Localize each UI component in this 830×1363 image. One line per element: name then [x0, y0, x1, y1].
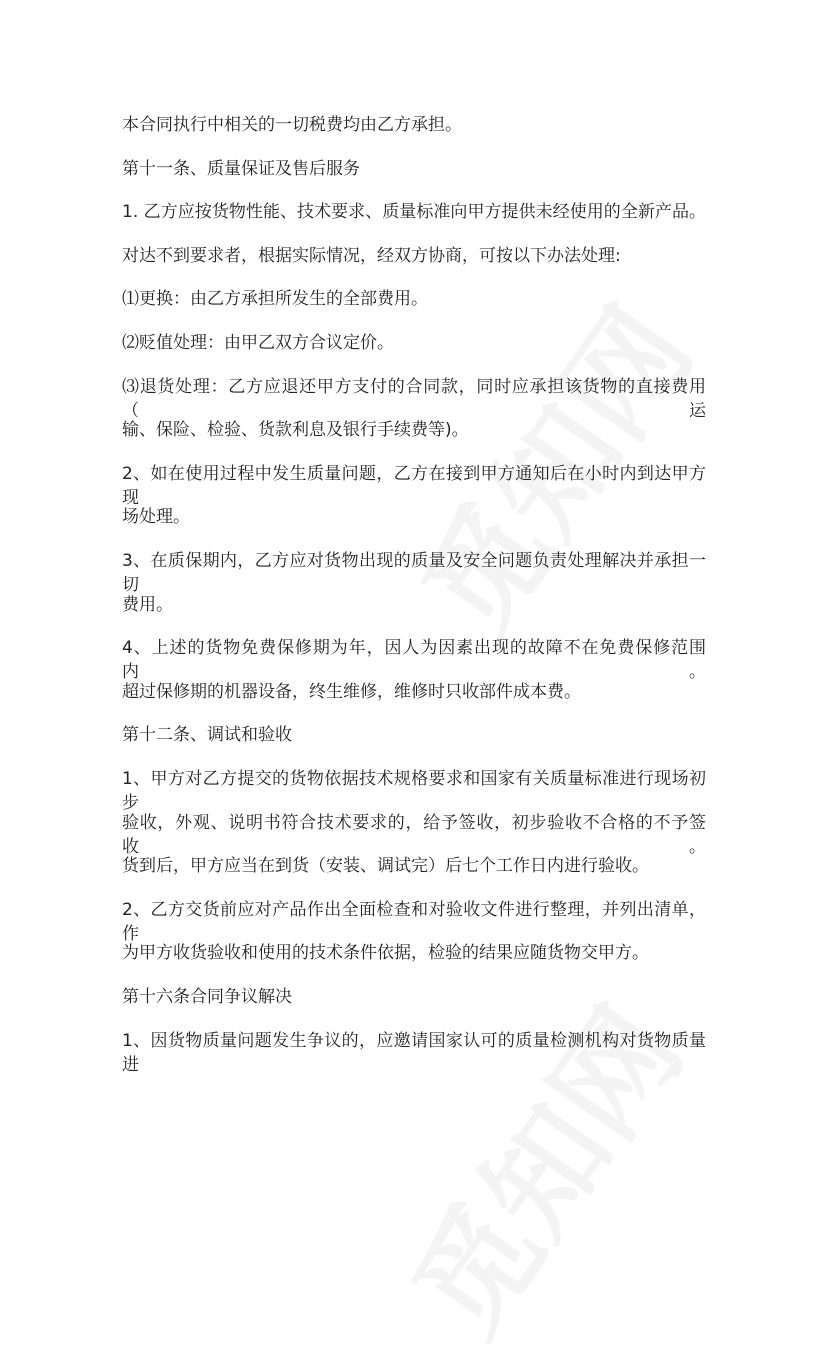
- text-line: 验收，外观、说明书符合技术要求的，给予签收，初步验收不合格的不予签收。: [122, 812, 706, 857]
- text-line: 1. 乙方应按货物性能、技术要求、质量标准向甲方提供未经使用的全新产品。: [122, 202, 706, 223]
- text-line: 2、乙方交货前应对产品作出全面检查和对验收文件进行整理，并列出清单，作: [122, 899, 706, 944]
- text-line: 4、上述的货物免费保修期为年，因人为因素出现的故障不在免费保修范围内。: [122, 638, 706, 683]
- text-line: 超过保修期的机器设备，终生维修，维修时只收部件成本费。: [122, 681, 581, 702]
- text-line: 第十二条、调试和验收: [122, 725, 292, 746]
- text-line: 货到后，甲方应当在到货（安装、调试完）后七个工作日内进行验收。: [122, 856, 649, 877]
- text-line: 1、甲方对乙方提交的货物依据技术规格要求和国家有关质量标准进行现场初步: [122, 769, 706, 813]
- text-line: 为甲方收货验收和使用的技术条件依据，检验的结果应随货物交甲方。: [122, 943, 649, 964]
- text-line: 输、保险、检验、货款利息及银行手续费等)。: [122, 420, 469, 441]
- text-line: 费用。: [122, 594, 173, 615]
- text-line: 第十一条、质量保证及售后服务: [122, 158, 360, 179]
- text-line: 场处理。: [122, 507, 190, 528]
- text-line: 本合同执行中相关的一切税费均由乙方承担。: [122, 115, 462, 135]
- text-line: 3、在质保期内，乙方应对货物出现的质量及安全问题负责处理解决并承担一切: [122, 551, 706, 595]
- text-line: 2、如在使用过程中发生质量问题，乙方在接到甲方通知后在小时内到达甲方现: [122, 463, 706, 508]
- text-line: ⑴更换：由乙方承担所发生的全部费用。: [122, 289, 428, 310]
- text-line: 第十六条合同争议解决: [122, 987, 292, 1007]
- text-line: 对达不到要求者，根据实际情况，经双方协商，可按以下办法处理:: [122, 245, 621, 266]
- text-line: ⑵贬值处理：由甲乙双方合议定价。: [122, 333, 394, 353]
- text-line: ⑶退货处理：乙方应退还甲方支付的合同款，同时应承担该货物的直接费用（运: [122, 376, 706, 421]
- text-line: 1、因货物质量问题发生争议的，应邀请国家认可的质量检测机构对货物质量进: [122, 1030, 706, 1075]
